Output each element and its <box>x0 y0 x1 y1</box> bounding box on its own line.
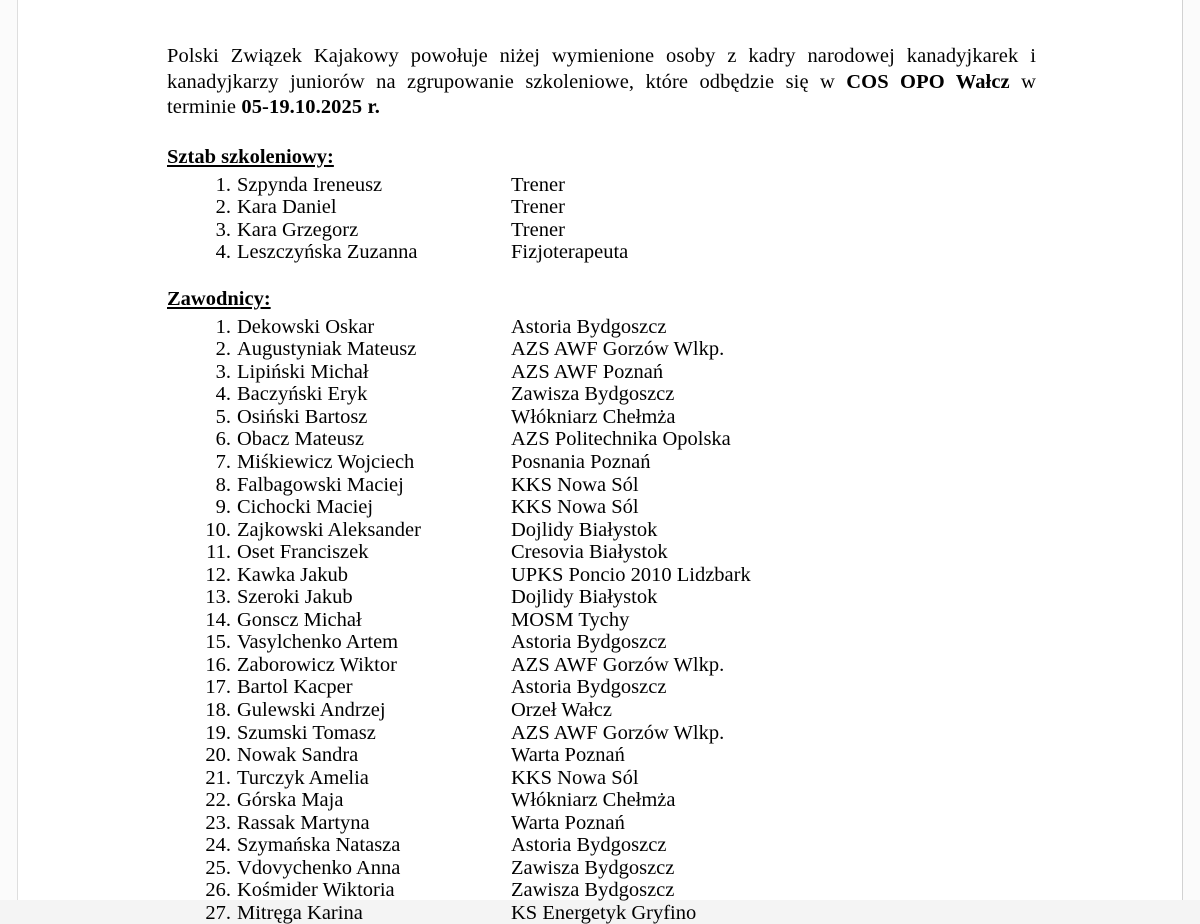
list-item-name: Kawka Jakub <box>237 563 349 586</box>
athlete-row <box>167 406 1036 429</box>
list-item-name: Osiński Bartosz <box>237 405 368 428</box>
list-item-name: Obacz Mateusz <box>237 428 364 451</box>
list-item-number: 26. <box>205 879 231 902</box>
list-item-number: 25. <box>205 856 231 879</box>
list-item-club: Orzeł Wałcz <box>511 698 612 721</box>
list-item-club: Dojlidy Białystok <box>511 586 658 609</box>
list-item-club: Astoria Bydgoszcz <box>511 631 667 654</box>
athlete-row <box>167 519 1036 542</box>
list-item-number: 24. <box>205 834 231 857</box>
list-item-name: Baczyński Eryk <box>237 383 368 406</box>
athlete-row <box>167 654 1036 677</box>
athlete-row <box>167 789 1036 812</box>
staff-row <box>167 219 1036 242</box>
list-item-club: AZS AWF Gorzów Wlkp. <box>511 338 725 361</box>
list-item-number: 21. <box>205 766 231 789</box>
list-item-name: Nowak Sandra <box>237 744 359 767</box>
list-item-club: KKS Nowa Sól <box>511 473 639 496</box>
list-item-number: 19. <box>205 721 231 744</box>
list-item-number: 12. <box>205 563 231 586</box>
list-item-number: 1. <box>215 315 231 338</box>
list-item-name: Cichocki Maciej <box>237 496 374 519</box>
list-item-name: Rassak Martyna <box>237 811 370 834</box>
list-item-name: Lipiński Michał <box>237 360 369 383</box>
list-item-number: 4. <box>215 383 231 406</box>
list-item-club: UPKS Poncio 2010 Lidzbark <box>511 563 751 586</box>
list-item-club: Zawisza Bydgoszcz <box>511 383 675 406</box>
list-item-number: 11. <box>206 541 231 564</box>
list-item-club: KS Energetyk Gryfino <box>511 901 697 924</box>
athlete-row <box>167 428 1036 451</box>
list-item-name: Górska Maja <box>237 789 344 812</box>
athlete-row <box>167 699 1036 722</box>
list-item-number: 13. <box>205 586 231 609</box>
list-item-name: Zajkowski Aleksander <box>237 518 421 541</box>
spacer-before-staff <box>167 121 1036 146</box>
intro-text-part-2: w terminie <box>167 70 1036 118</box>
staff-row <box>167 241 1036 264</box>
list-item-name: Vasylchenko Artem <box>237 631 399 654</box>
list-item-club: Warta Poznań <box>511 811 625 834</box>
list-item-number: 4. <box>215 241 231 264</box>
staff-list <box>167 174 1036 264</box>
list-item-number: 1. <box>215 173 231 196</box>
list-item-number: 9. <box>215 496 231 519</box>
list-item-club: Posnania Poznań <box>511 450 651 473</box>
list-item-club: Cresovia Białystok <box>511 541 668 564</box>
list-item-club: MOSM Tychy <box>511 608 630 631</box>
list-item-number: 16. <box>205 653 231 676</box>
list-item-club: Astoria Bydgoszcz <box>511 834 667 857</box>
list-item-number: 3. <box>215 360 231 383</box>
athlete-row <box>167 609 1036 632</box>
list-item-number: 20. <box>205 744 231 767</box>
list-item-name: Leszczyńska Zuzanna <box>237 241 418 264</box>
list-item-club: Astoria Bydgoszcz <box>511 315 667 338</box>
list-item-club: Włókniarz Chełmża <box>511 405 676 428</box>
list-item-club: Dojlidy Białystok <box>511 518 658 541</box>
list-item-number: 5. <box>215 405 231 428</box>
athlete-row <box>167 812 1036 835</box>
list-item-name: Kara Daniel <box>237 196 337 219</box>
list-item-name: Szumski Tomasz <box>237 721 376 744</box>
list-item-name: Oset Franciszek <box>237 541 369 564</box>
list-item-number: 27. <box>205 901 231 924</box>
intro-paragraph <box>167 44 1036 121</box>
venue-bold-text: COS OPO Wałcz <box>846 70 1010 93</box>
list-item-name: Gulewski Andrzej <box>237 698 386 721</box>
athlete-row <box>167 676 1036 699</box>
athlete-row <box>167 722 1036 745</box>
athlete-row <box>167 902 1036 924</box>
list-item-club: KKS Nowa Sól <box>511 766 639 789</box>
athlete-row <box>167 834 1036 857</box>
athlete-row <box>167 316 1036 339</box>
list-item-number: 7. <box>215 450 231 473</box>
list-item-role: Fizjoterapeuta <box>511 241 629 264</box>
list-item-club: KKS Nowa Sól <box>511 496 639 519</box>
list-item-name: Szeroki Jakub <box>237 586 353 609</box>
list-item-club: Zawisza Bydgoszcz <box>511 856 675 879</box>
list-item-number: 18. <box>205 698 231 721</box>
list-item-name: Augustyniak Mateusz <box>237 338 417 361</box>
athlete-row <box>167 564 1036 587</box>
list-item-name: Gonscz Michał <box>237 608 362 631</box>
list-item-club: AZS AWF Gorzów Wlkp. <box>511 721 725 744</box>
list-item-number: 14. <box>205 608 231 631</box>
athlete-row <box>167 496 1036 519</box>
list-item-number: 6. <box>215 428 231 451</box>
spacer-before-athletes <box>167 264 1036 288</box>
athlete-row <box>167 383 1036 406</box>
athlete-row <box>167 451 1036 474</box>
list-item-name: Kośmider Wiktoria <box>237 879 395 902</box>
page-content <box>167 44 1036 924</box>
document-page <box>17 0 1183 924</box>
athlete-row <box>167 541 1036 564</box>
athletes-list <box>167 316 1036 924</box>
list-item-name: Falbagowski Maciej <box>237 473 404 496</box>
list-item-number: 15. <box>205 631 231 654</box>
list-item-name: Miśkiewicz Wojciech <box>237 450 415 473</box>
date-bold-text: 05-19.10.2025 r. <box>241 96 380 118</box>
athlete-row <box>167 744 1036 767</box>
list-item-number: 2. <box>215 338 231 361</box>
athlete-row <box>167 879 1036 902</box>
list-item-club: AZS AWF Poznań <box>511 360 664 383</box>
list-item-number: 23. <box>205 811 231 834</box>
list-item-name: Bartol Kacper <box>237 676 353 699</box>
list-item-club: Warta Poznań <box>511 744 625 767</box>
athlete-row <box>167 361 1036 384</box>
list-item-club: Astoria Bydgoszcz <box>511 676 667 699</box>
list-item-role: Trener <box>511 218 565 241</box>
athlete-row <box>167 857 1036 880</box>
list-item-name: Vdovychenko Anna <box>237 856 401 879</box>
list-item-name: Kara Grzegorz <box>237 218 359 241</box>
list-item-name: Dekowski Oskar <box>237 315 375 338</box>
list-item-club: AZS Politechnika Opolska <box>511 428 731 451</box>
list-item-name: Zaborowicz Wiktor <box>237 653 397 676</box>
staff-row <box>167 174 1036 197</box>
athlete-row <box>167 767 1036 790</box>
list-item-name: Mitręga Karina <box>237 901 363 924</box>
list-item-club: Zawisza Bydgoszcz <box>511 879 675 902</box>
list-item-number: 22. <box>205 789 231 812</box>
list-item-number: 17. <box>205 676 231 699</box>
athletes-section-heading: Zawodnicy: <box>167 287 271 310</box>
list-item-number: 3. <box>215 218 231 241</box>
list-item-role: Trener <box>511 173 565 196</box>
athlete-row <box>167 586 1036 609</box>
list-item-number: 10. <box>205 518 231 541</box>
intro-text-part-1: Polski Związek Kajakowy powołuje niżej wymienione osoby z kadry narodowej kanadyjkarek i kanadyjkarzy juniorów na zgrupowanie szkoleniowe, które odbędzie się w <box>167 45 1036 93</box>
list-item-number: 2. <box>215 196 231 219</box>
athlete-row <box>167 338 1036 361</box>
list-item-name: Szpynda Ireneusz <box>237 173 383 196</box>
staff-row <box>167 196 1036 219</box>
list-item-club: AZS AWF Gorzów Wlkp. <box>511 653 725 676</box>
list-item-name: Turczyk Amelia <box>237 766 369 789</box>
list-item-club: Włókniarz Chełmża <box>511 789 676 812</box>
athlete-row <box>167 631 1036 654</box>
list-item-name: Szymańska Natasza <box>237 834 401 857</box>
list-item-role: Trener <box>511 196 565 219</box>
athlete-row <box>167 474 1036 497</box>
list-item-number: 8. <box>215 473 231 496</box>
staff-section-heading: Sztab szkoleniowy: <box>167 145 334 168</box>
